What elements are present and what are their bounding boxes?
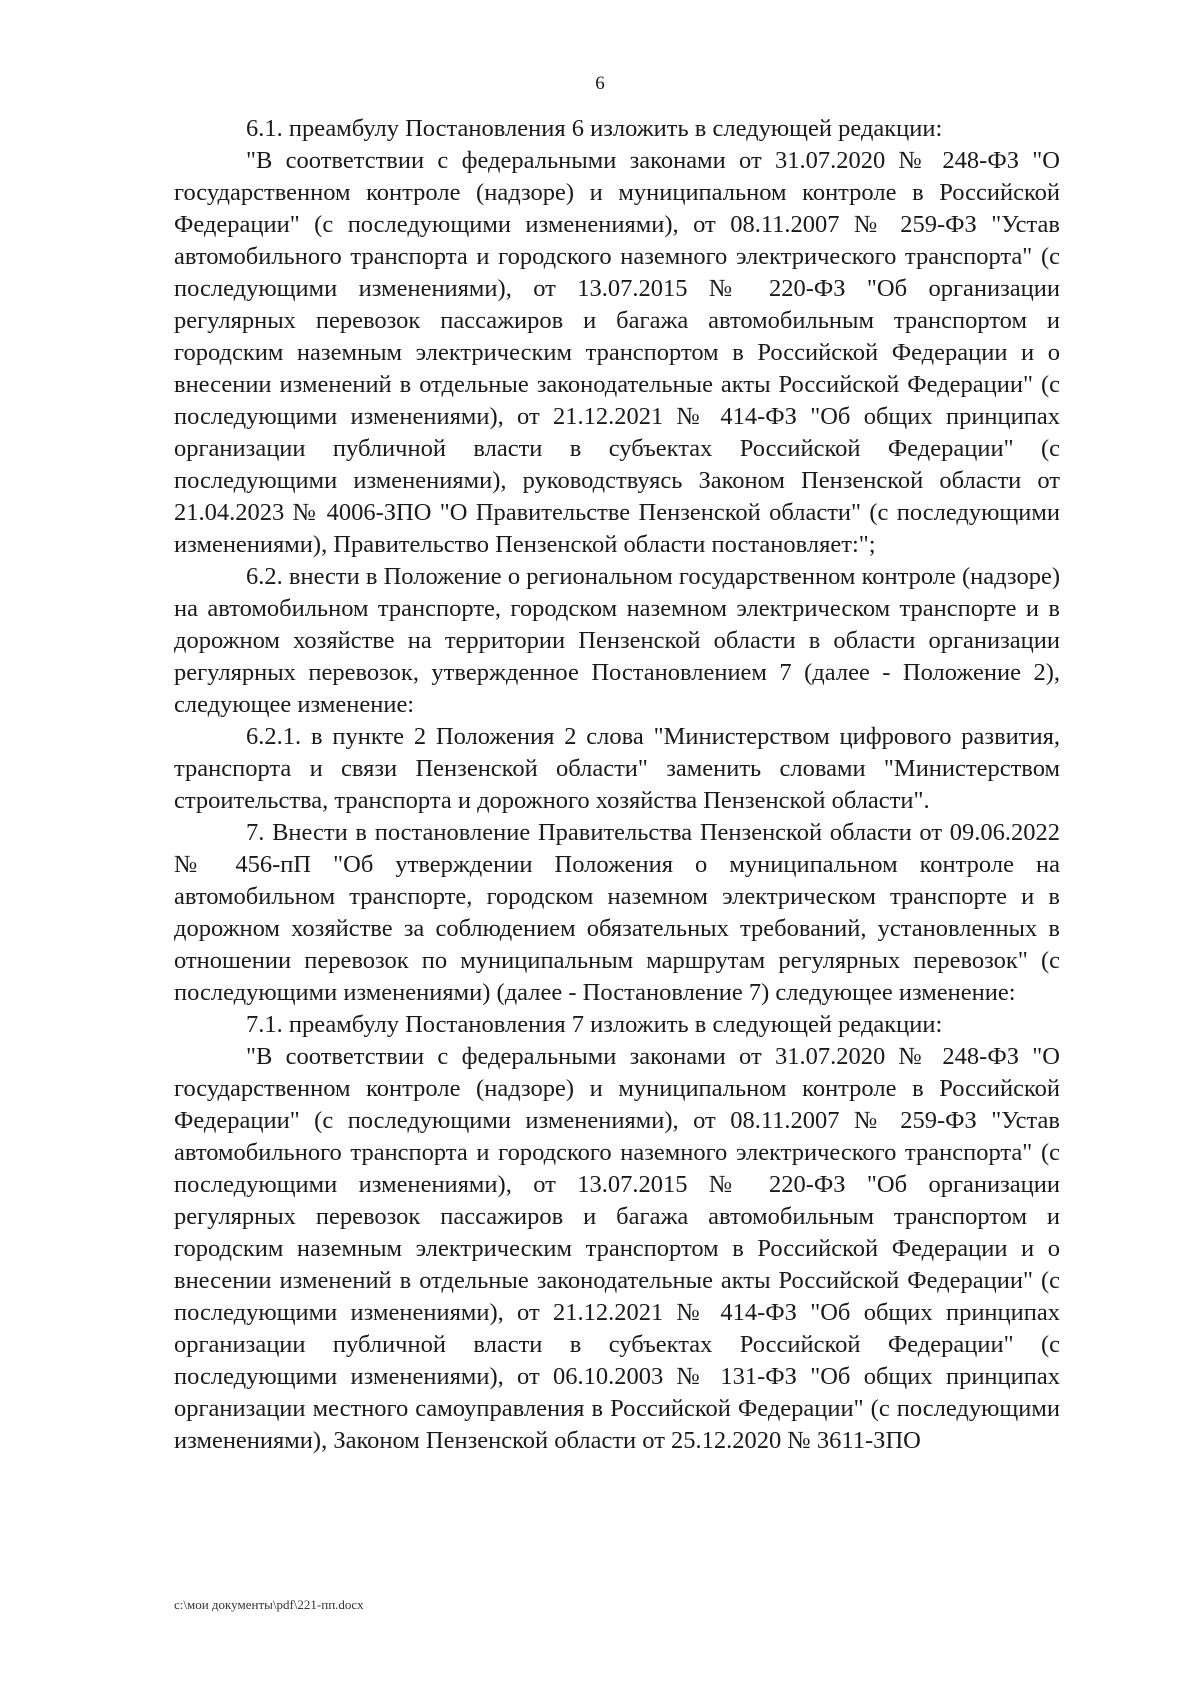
paragraph-preamble-6: "В соответствии с федеральными законами от 31.07.2020 № 248-ФЗ "О государственном контроле (надзоре) и муниципальном контроле в Российской Федерации" (с последующими изменениями), от 08.11.2007 № 259-ФЗ "Устав автомобильного транспорта и городского наземного электрического транспорта" (с последующими изменениями), от 13.07.2015 № 220-ФЗ "Об организации регулярных перевозок пассажиров и багажа автомобильным транспортом и городским наземным электрическим транспортом в Российской Федерации и о внесении изменений в отдельные законодательные акты Российской Федерации" (с последующими изменениями), от 21.12.2021 № 414-ФЗ "Об общих принципах организации публичной власти в субъектах Российской Федерации" (с последующими изменениями), руководствуясь Законом Пензенской области от 21.04.2023 № 4006-ЗПО "О Правительстве Пензенской области" (с последующими изменениями), Правительство Пензенской области постановляет:"; (174, 147, 1060, 558)
page-number: 6 (595, 73, 605, 94)
paragraph-7-1: 7.1. преамбулу Постановления 7 изложить в следующей редакции: (246, 1011, 943, 1038)
paragraph-6-2: 6.2. внести в Положение о региональном государственном контроле (надзоре) на автомобильном транспорте, городском наземном электрическом транспорте и в дорожном хозяйстве на территории Пензенской области в области организации регулярных перевозок, утвержденное Постановлением 7 (далее - Положение 2), следующее изменение: (174, 563, 1060, 718)
paragraph-7: 7. Внести в постановление Правительства Пензенской области от 09.06.2022 № 456-пП "Об утверждении Положения о муниципальном контроле на автомобильном транспорте, городском наземном электрическом транспорте и в дорожном хозяйстве за соблюдением обязательных требований, установленных в отношении перевозок по муниципальным маршрутам регулярных перевозок" (с последующими изменениями) (далее - Постановление 7) следующее изменение: (174, 819, 1060, 1006)
footer-file-path: c:\мои документы\pdf\221-пп.docx (174, 1597, 364, 1612)
paragraph-preamble-7: "В соответствии с федеральными законами от 31.07.2020 № 248-ФЗ "О государственном контроле (надзоре) и муниципальном контроле в Российской Федерации" (с последующими изменениями), от 08.11.2007 № 259-ФЗ "Устав автомобильного транспорта и городского наземного электрического транспорта" (с последующими изменениями), от 13.07.2015 № 220-ФЗ "Об организации регулярных перевозок пассажиров и багажа автомобильным транспортом и городским наземным электрическим транспортом в Российской Федерации и о внесении изменений в отдельные законодательные акты Российской Федерации" (с последующими изменениями), от 21.12.2021 № 414-ФЗ "Об общих принципах организации публичной власти в субъектах Российской Федерации" (с последующими изменениями), от 06.10.2003 № 131-ФЗ "Об общих принципах организации местного самоуправления в Российской Федерации" (с последующими изменениями), Законом Пензенской области от 25.12.2020 № 3611-ЗПО (174, 1043, 1060, 1454)
paragraph-6-2-1: 6.2.1. в пункте 2 Положения 2 слова "Министерством цифрового развития, транспорта и связи Пензенской области" заменить словами "Министерством строительства, транспорта и дорожного хозяйства Пензенской области". (174, 723, 1060, 814)
paragraph-6-1: 6.1. преамбулу Постановления 6 изложить в следующей редакции: (246, 115, 943, 142)
document-body (174, 113, 1060, 1457)
